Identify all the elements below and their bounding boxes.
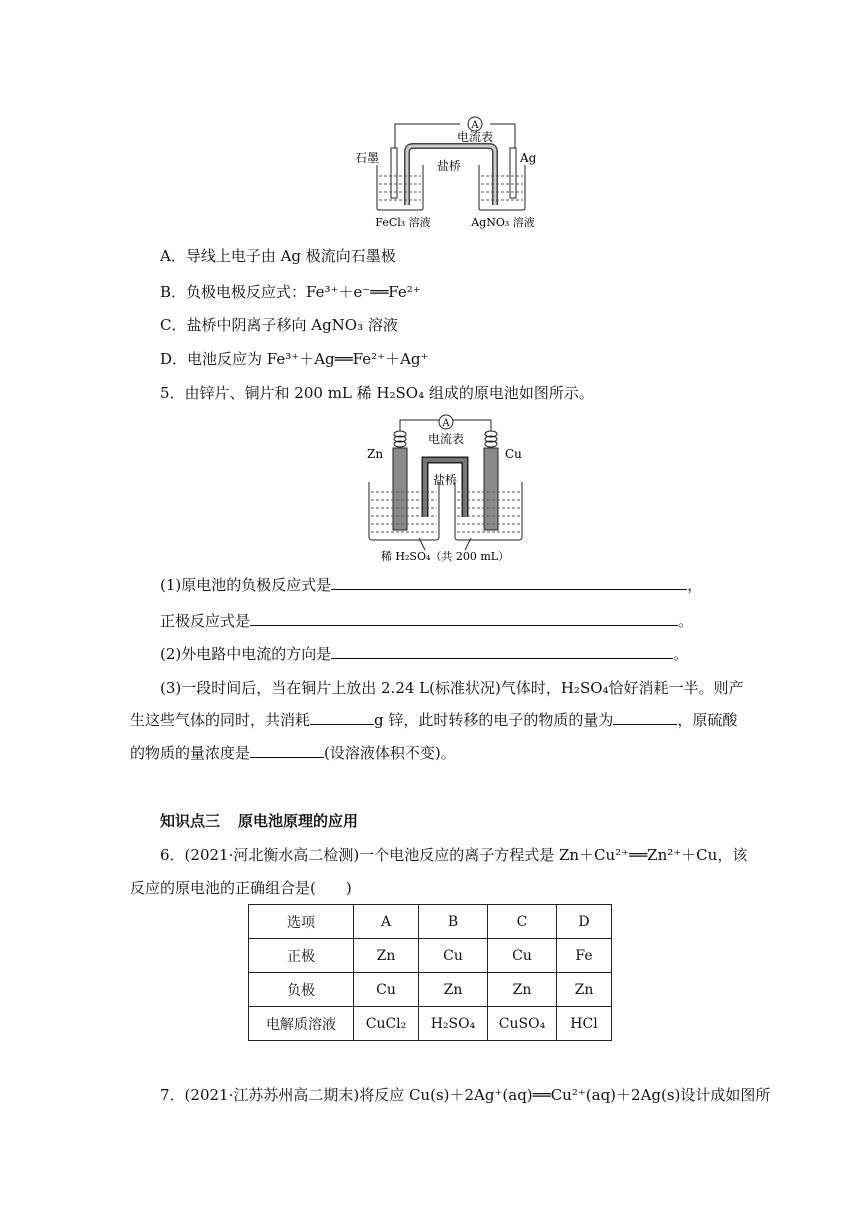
answer-blank-zinc-mass[interactable] (310, 710, 374, 725)
answer-blank-electron-moles[interactable] (613, 710, 677, 725)
salt-bridge-label-2: 盐桥 (432, 473, 458, 487)
q5-part3-line2 (130, 710, 737, 730)
q5-part3-line3 (130, 743, 456, 763)
table-cell: Fe (557, 939, 612, 973)
q5-part3-text-a: 生这些气体的同时，共消耗 (130, 711, 311, 729)
salt-bridge-label: 盐桥 (436, 159, 462, 173)
left-electrode-label: 石墨 (355, 151, 380, 165)
q5-part3-text-b: g 锌，此时转移的电子的物质的量为 (374, 711, 614, 729)
table-row (249, 973, 612, 1007)
q5-positive-prompt: 正极反应式是 (160, 612, 251, 630)
option-b: B．负极电极反应式：Fe³⁺＋e⁻══Fe²⁺ (160, 283, 421, 301)
question-6-line2: 反应的原电池的正确组合是( ) (130, 879, 352, 897)
table-cell: Zn (557, 973, 612, 1007)
question-7-line1: 7．(2021·江苏苏州高二期末)将反应 Cu(s)＋2Ag⁺(aq)══Cu²⁺(aq)＋2Ag(s)设计成如图所 (160, 1086, 771, 1104)
answer-blank-negative[interactable] (331, 575, 687, 590)
table-cell: A (354, 905, 419, 939)
q5-part1-positive (160, 611, 693, 631)
table-cell: H₂SO₄ (419, 1007, 488, 1041)
ammeter-symbol: A (471, 120, 479, 131)
q5-part1-prompt: (1)原电池的负极反应式是 (160, 576, 332, 594)
table-cell: 选项 (249, 905, 354, 939)
solution-label: 稀 H₂SO₄（共 200 mL） (380, 550, 510, 563)
ammeter-label: 电流表 (456, 130, 494, 144)
table-cell: CuSO₄ (488, 1007, 557, 1041)
ammeter-symbol-2: A (442, 418, 450, 429)
section-label: 知识点三 (160, 812, 221, 830)
question-6-line1: 6．(2021·河北衡水高二检测)一个电池反应的离子方程式是 Zn＋Cu²⁺══Zn²⁺＋Cu，该 (160, 846, 748, 864)
answer-blank-current[interactable] (331, 644, 673, 659)
q5-part2-prompt: (2)外电路中电流的方向是 (160, 645, 332, 663)
q5-part3-line1: (3)一段时间后，当在铜片上放出 2.24 L(标准状况)气体时，H₂SO₄恰好消耗一半。则产 (160, 679, 744, 697)
option-a: A．导线上电子由 Ag 极流向石墨极 (160, 247, 396, 265)
question-5-stem: 5．由锌片、铜片和 200 mL 稀 H₂SO₄ 组成的原电池如图所示。 (160, 384, 594, 402)
option-c: C．盐桥中阴离子移向 AgNO₃ 溶液 (160, 316, 398, 334)
zn-electrode-label: Zn (367, 447, 384, 461)
table-cell: Cu (419, 939, 488, 973)
table-cell: 负极 (249, 973, 354, 1007)
table-cell: Cu (488, 939, 557, 973)
table-row (249, 905, 612, 939)
table-cell: 正极 (249, 939, 354, 973)
table-cell: Zn (419, 973, 488, 1007)
table-cell: C (488, 905, 557, 939)
table-row (249, 939, 612, 973)
section-heading (160, 810, 376, 831)
table-cell: Zn (488, 973, 557, 1007)
right-electrode-label: Ag (520, 151, 537, 165)
table-cell: B (419, 905, 488, 939)
q5-part2-end: 。 (673, 645, 689, 663)
q5-part2 (160, 644, 688, 664)
q5-part3-text-d: 的物质的量浓度是 (130, 744, 251, 762)
answer-blank-positive[interactable] (250, 611, 678, 626)
answer-blank-concentration[interactable] (250, 743, 324, 758)
table-cell: Cu (354, 973, 419, 1007)
option-d: D．电池反应为 Fe³⁺＋Ag══Fe²⁺＋Ag⁺ (160, 350, 429, 368)
table-cell: CuCl₂ (354, 1007, 419, 1041)
q5-part1-negative (160, 575, 702, 595)
options-table (248, 904, 612, 1041)
ammeter-label-2: 电流表 (427, 432, 465, 446)
table-cell: Zn (354, 939, 419, 973)
figure-salt-bridge-cell-2 (355, 412, 535, 564)
q5-positive-end: 。 (678, 612, 694, 630)
q5-part3-text-e: (设溶液体积不变)。 (324, 744, 456, 762)
q5-part1-end: ， (687, 576, 703, 594)
left-solution-label: FeCl₃ 溶液 (375, 216, 431, 229)
table-cell: HCl (557, 1007, 612, 1041)
figure-salt-bridge-cell-1 (355, 110, 555, 230)
table-cell: D (557, 905, 612, 939)
q5-part3-text-c: ，原硫酸 (677, 711, 738, 729)
table-row (249, 1007, 612, 1041)
table-cell: 电解质溶液 (249, 1007, 354, 1041)
section-title: 原电池原理的应用 (238, 812, 359, 830)
cu-electrode-label: Cu (505, 447, 522, 461)
right-solution-label: AgNO₃ 溶液 (471, 216, 535, 229)
